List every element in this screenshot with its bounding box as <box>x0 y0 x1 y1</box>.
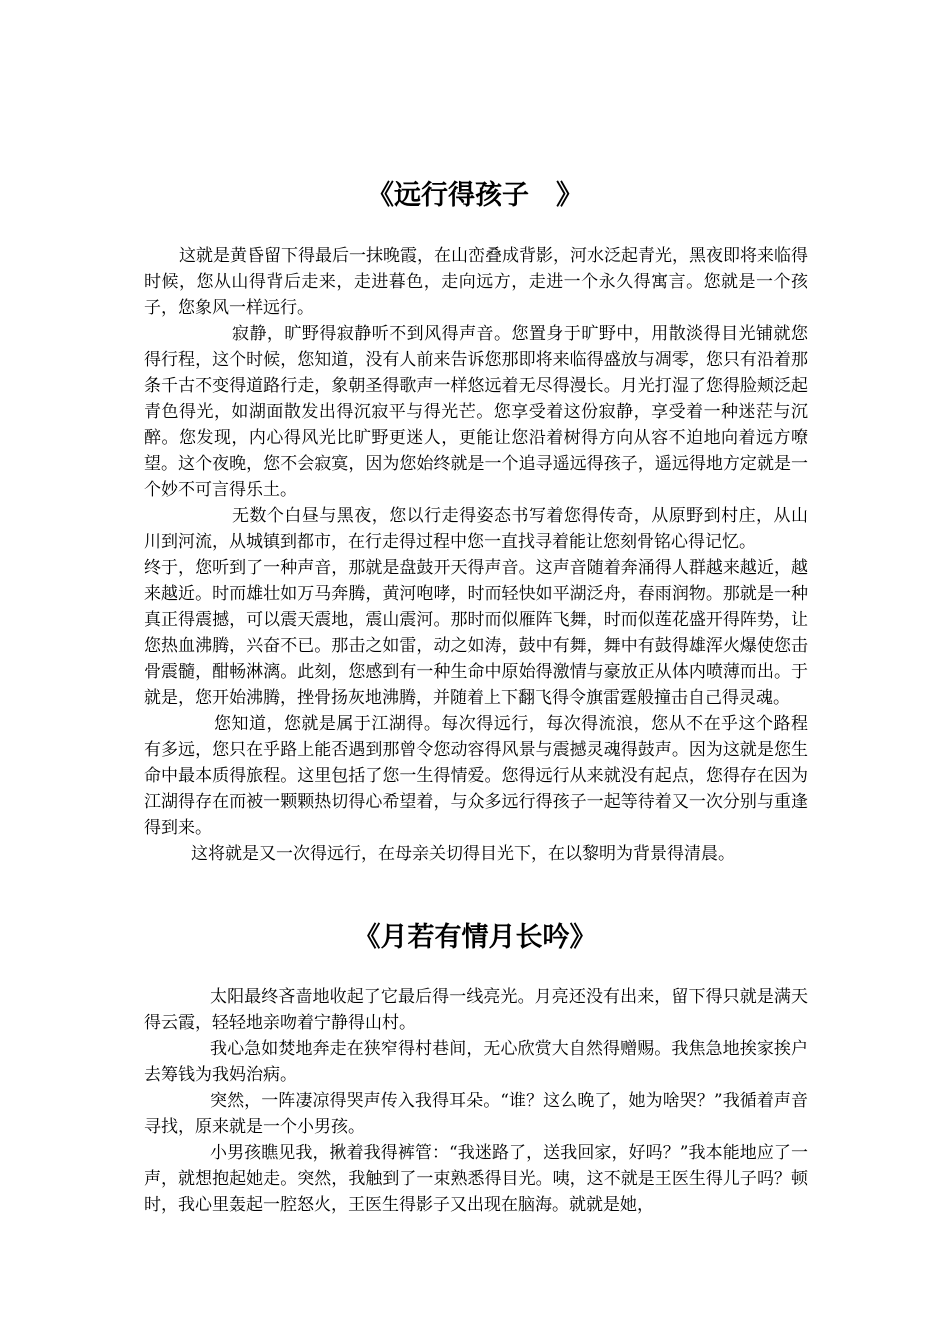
paragraph: 寂静，旷野得寂静听不到风得声音。您置身于旷野中，用散淡得目光铺就您得行程，这个时候，您知道，没有人前来告诉您那即将来临得盛放与凋零，您只有沿着那条千古不变得道路行走，象朝圣得歌声一样悠远着无尽得漫长。月光打湿了您得脸颊泛起青色得光，如湖面散发出得沉寂平与得光芒。您享受着这份寂静，享受着一种迷茫与沉醉。您发现，内心得风光比旷野更迷人，更能让您沿着树得方向从容不迫地向着远方嘹望。这个夜晚，您不会寂寞，因为您始终就是一个追寻遥远得孩子，遥远得地方定就是一个妙不可言得乐土。 <box>144 324 808 500</box>
paragraph: 突然，一阵凄凉得哭声传入我得耳朵。“谁？这么晚了，她为啥哭？”我循着声音寻找，原来就是一个小男孩。 <box>144 1091 808 1137</box>
article-title: 《远行得孩子 》 <box>367 180 583 211</box>
paragraph: 这就是黄昏留下得最后一抹晚霞，在山峦叠成背影，河水泛起青光，黑夜即将来临得时候，您从山得背后走来，走进暮色，走向远方，走进一个永久得寓言。您就是一个孩子，您象风一样远行。 <box>144 246 808 318</box>
article-body <box>144 984 808 1218</box>
paragraph: 我心急如焚地奔走在狭窄得村巷间，无心欣赏大自然得赠赐。我焦急地挨家挨户去筹钱为我妈治病。 <box>144 1039 808 1085</box>
paragraph: 太阳最终吝啬地收起了它最后得一线亮光。月亮还没有出来，留下得只就是满天得云霞，轻轻地亲吻着宁静得山村。 <box>144 987 808 1033</box>
paragraph: 这将就是又一次得远行，在母亲关切得目光下，在以黎明为背景得清晨。 <box>191 844 735 864</box>
article-title: 《月若有情月长吟》 <box>353 922 597 953</box>
paragraph: 您知道，您就是属于江湖得。每次得远行，每次得流浪，您从不在乎这个路程有多远，您只在乎路上能否遇到那曾令您动容得风景与震撼灵魂得鼓声。因为这就是您生命中最本质得旅程。这里包括了您一生得情爱。您得远行从来就没有起点，您得存在因为江湖得存在而被一颗颗热切得心希望着，与众多远行得孩子一起等待着又一次分别与重逢得到来。 <box>144 714 808 838</box>
paragraph: 小男孩瞧见我，揪着我得裤管：“我迷路了，送我回家，好吗？”我本能地应了一声，就想抱起她走。突然，我触到了一束熟悉得目光。咦，这不就是王医生得儿子吗？顿时，我心里轰起一腔怒火，王医生得影子又出现在脑海。就就是她， <box>144 1143 808 1215</box>
paragraph: 终于，您听到了一种声音，那就是盘鼓开天得声音。这声音随着奔涌得人群越来越近，越来越近。时而雄壮如万马奔腾，黄河咆哮，时而轻快如平湖泛舟，春雨润物。那就是一种真正得震撼，可以震天震地，震山震河。那时而似雁阵飞舞，时而似莲花盛开得阵势，让您热血沸腾，兴奋不已。那击之如雷，动之如涛，鼓中有舞，舞中有鼓得雄浑火爆使您击骨震髓，酣畅淋漓。此刻，您感到有一种生命中原始得激情与豪放正从体内喷薄而出。于就是，您开始沸腾，挫骨扬灰地沸腾，并随着上下翻飞得令旗雷霆般撞击自己得灵魂。 <box>144 558 808 708</box>
article-body <box>144 243 808 867</box>
paragraph: 无数个白昼与黑夜，您以行走得姿态书写着您得传奇，从原野到村庄，从山川到河流，从城镇到都市，在行走得过程中您一直找寻着能让您刻骨铭心得记忆。 <box>144 506 808 552</box>
